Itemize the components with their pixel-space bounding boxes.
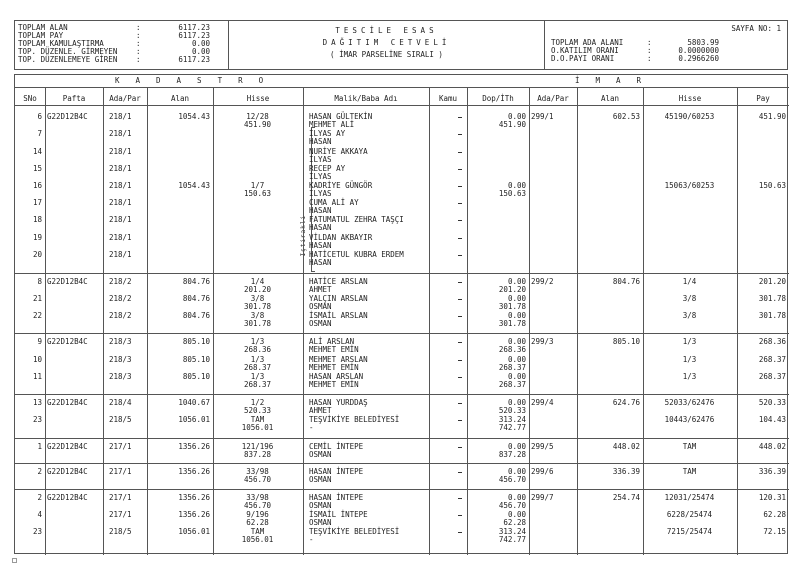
right-total-sep: : — [647, 38, 652, 47]
row-kamu-dash — [458, 220, 462, 221]
row-kamu-dash — [458, 420, 462, 421]
row-ada-par: 218/1 — [109, 129, 132, 138]
row-sno: 8 — [37, 277, 42, 286]
total-label: TOPLAM KAMULAŞTIRMA — [18, 39, 104, 48]
row-alan: 805.10 — [182, 337, 210, 346]
row-malik: HASAN YURDDAŞ AHMET — [309, 398, 368, 416]
corner-marker — [12, 558, 17, 563]
column-header: Pafta — [62, 94, 86, 103]
row-sno: 10 — [32, 355, 42, 364]
row-malik: İSMAİL İNTEPE OSMAN — [309, 510, 368, 528]
total-label: TOPLAM ALAN — [18, 23, 68, 32]
row-dop-ith: 313.24 742.77 — [498, 415, 526, 433]
row-malik: ALİ ARSLAN MEHMET EMİN — [309, 337, 359, 355]
row-imar-alan: 805.10 — [612, 337, 640, 346]
total-value: 0.00 — [191, 47, 210, 56]
row-hisse: 3/8 301.78 — [243, 294, 272, 312]
row-hisse: 1/3 268.37 — [243, 372, 272, 390]
row-ada-par: 218/3 — [109, 337, 132, 346]
row-hisse: 1/3 268.36 — [243, 337, 272, 355]
row-ada-par: 218/1 — [109, 198, 132, 207]
row-kamu-dash — [458, 472, 462, 473]
row-malik: CUMA ALİ AY HASAN — [309, 198, 359, 216]
row-ada-par: 218/1 — [109, 250, 132, 259]
row-alan: 1040.67 — [178, 398, 210, 407]
row-alan: 1054.43 — [178, 181, 210, 190]
total-sep: : — [136, 23, 141, 32]
header-totals — [15, 21, 229, 69]
row-pay: 301.78 — [758, 294, 786, 303]
right-total-label: TOPLAM ADA ALANI — [551, 38, 624, 47]
row-sno: 21 — [32, 294, 42, 303]
column-header: Alan — [600, 94, 620, 103]
total-value: 6117.23 — [178, 31, 210, 40]
row-imar-ada-par: 299/1 — [531, 112, 554, 121]
right-total-sep: : — [647, 46, 652, 55]
row-alan: 1054.43 — [178, 112, 210, 121]
total-sep: : — [136, 47, 141, 56]
row-ada-par: 218/5 — [109, 415, 132, 424]
right-total-value: 0.0000000 — [678, 46, 719, 55]
right-totals — [551, 39, 781, 63]
total-sep: : — [136, 39, 141, 48]
row-sno: 20 — [32, 250, 42, 259]
row-ada-par: 218/3 — [109, 372, 132, 381]
row-malik: MEHMET ARSLAN MEHMET EMİN — [309, 355, 368, 373]
row-sno: 13 — [32, 398, 42, 407]
column-line — [467, 87, 468, 555]
row-hisse: TAM 1056.01 — [241, 415, 274, 433]
document-header — [14, 20, 788, 70]
row-pafta: G22D12B4C — [47, 467, 88, 476]
row-kamu-dash — [458, 152, 462, 153]
column-line — [529, 87, 530, 555]
total-label: TOP. DÜZENLE. GİRMEYEN — [18, 47, 118, 56]
row-ada-par: 217/1 — [109, 467, 132, 476]
row-pay: 62.28 — [763, 510, 786, 519]
column-line — [737, 87, 738, 555]
column-line — [45, 87, 46, 555]
row-pay: 201.20 — [758, 277, 786, 286]
row-ada-par: 218/1 — [109, 181, 132, 190]
row-malik: İLYAS AY HASAN — [309, 129, 346, 147]
row-hisse: TAM 1056.01 — [241, 527, 274, 545]
group-line — [15, 273, 789, 274]
row-alan: 804.76 — [182, 294, 210, 303]
header-right-block — [545, 21, 787, 69]
row-alan: 805.10 — [182, 355, 210, 364]
row-malik: TEŞVİKİYE BELEDİYESİ - — [309, 415, 400, 433]
row-pay: 268.36 — [758, 337, 786, 346]
row-hisse: 121/196 837.28 — [241, 442, 274, 460]
row-ada-par: 218/3 — [109, 355, 132, 364]
row-alan: 804.76 — [182, 311, 210, 320]
distribution-table — [14, 74, 788, 554]
row-malik: FATUMATUL ZEHRA TAŞÇI HASAN — [309, 215, 404, 233]
row-sno: 23 — [32, 527, 42, 536]
column-line — [577, 87, 578, 555]
row-ada-par: 218/1 — [109, 164, 132, 173]
row-malik: RECEP AY İLYAS — [309, 164, 346, 182]
row-kamu-dash — [458, 117, 462, 118]
row-dop-ith: 0.00 268.37 — [498, 355, 526, 373]
row-imar-ada-par: 299/7 — [531, 493, 554, 502]
row-ada-par: 218/5 — [109, 527, 132, 536]
right-total-label: D.O.PAYI ORANI — [551, 54, 615, 63]
row-alan: 1056.01 — [178, 415, 210, 424]
row-sno: 15 — [32, 164, 42, 173]
right-total-row — [551, 55, 781, 63]
right-total-value: 5803.99 — [687, 38, 719, 47]
row-ada-par: 218/1 — [109, 215, 132, 224]
right-total-label: O.KATILIM ORANI — [551, 46, 619, 55]
row-pafta: G22D12B4C — [47, 277, 88, 286]
row-ada-par: 217/1 — [109, 442, 132, 451]
total-sep: : — [136, 31, 141, 40]
section-kadastro: KADASTRO — [115, 76, 280, 85]
section-imar: İMAR — [575, 76, 658, 85]
title-line-3: ( İMAR PARSELİNE SIRALI ) — [330, 50, 443, 59]
row-malik: VİLDAN AKBAYIR HASAN — [309, 233, 373, 251]
row-malik: HASAN GÜLTEKİN MEHMET ALİ — [309, 112, 373, 130]
row-malik: HASAN İNTEPE OSMAN — [309, 467, 364, 485]
column-line — [103, 87, 104, 555]
total-value: 0.00 — [191, 39, 210, 48]
row-pay: 150.63 — [758, 181, 786, 190]
column-header: Hisse — [678, 94, 702, 103]
row-sno: 23 — [32, 415, 42, 424]
row-kamu-dash — [458, 186, 462, 187]
column-header: Ada/Par — [109, 94, 141, 103]
row-kamu-dash — [458, 255, 462, 256]
row-dop-ith: 313.24 742.77 — [498, 527, 526, 545]
row-alan: 805.10 — [182, 372, 210, 381]
row-pay: 451.90 — [758, 112, 786, 121]
row-pay: 301.78 — [758, 311, 786, 320]
row-ada-par: 218/2 — [109, 311, 132, 320]
header-line — [15, 105, 789, 106]
row-hisse: 9/196 62.28 — [246, 510, 269, 528]
row-ada-par: 218/2 — [109, 294, 132, 303]
row-pay: 104.43 — [758, 415, 786, 424]
row-pay: 268.37 — [758, 372, 786, 381]
row-dop-ith: 0.00 451.90 — [498, 112, 526, 130]
row-dop-ith: 0.00 301.78 — [498, 311, 526, 329]
row-malik: NURİYE AKKAYA İLYAS — [309, 147, 368, 165]
total-row — [18, 56, 225, 64]
total-label: TOP. DÜZENLEMEYE GİREN — [18, 55, 118, 64]
row-kamu-dash — [458, 134, 462, 135]
row-dop-ith: 0.00 301.78 — [498, 294, 526, 312]
row-dop-ith: 0.00 268.36 — [498, 337, 526, 355]
row-imar-hisse: TAM — [682, 442, 697, 451]
column-line — [213, 87, 214, 555]
row-kamu-dash — [458, 403, 462, 404]
row-imar-hisse: 7215/25474 — [666, 527, 713, 536]
group-line — [15, 438, 789, 439]
row-pay: 268.37 — [758, 355, 786, 364]
row-kamu-dash — [458, 498, 462, 499]
row-imar-ada-par: 299/5 — [531, 442, 554, 451]
row-sno: 7 — [37, 129, 42, 138]
row-kamu-dash — [458, 360, 462, 361]
row-imar-alan: 624.76 — [612, 398, 640, 407]
row-imar-hisse: 3/8 — [682, 311, 697, 320]
row-hisse: 1/2 520.33 — [243, 398, 272, 416]
group-line — [15, 463, 789, 464]
row-kamu-dash — [458, 316, 462, 317]
column-header: Dop/İTh — [482, 94, 514, 103]
row-sno: 1 — [37, 442, 42, 451]
row-pafta: G22D12B4C — [47, 337, 88, 346]
row-hisse: 33/98 456.70 — [243, 467, 272, 485]
row-dop-ith: 0.00 456.70 — [498, 493, 526, 511]
row-hisse: 3/8 301.78 — [243, 311, 272, 329]
row-imar-hisse: 12031/25474 — [664, 493, 715, 502]
row-pay: 120.31 — [758, 493, 786, 502]
column-line — [147, 87, 148, 555]
title-line-1: TESCİLE ESAS — [335, 26, 438, 35]
total-sep: : — [136, 55, 141, 64]
row-kamu-dash — [458, 447, 462, 448]
row-alan: 1356.26 — [178, 442, 210, 451]
row-sno: 17 — [32, 198, 42, 207]
total-value: 6117.23 — [178, 55, 210, 64]
row-pay: 336.39 — [758, 467, 786, 476]
row-malik: KADRİYE GÜNGÖR İLYAS — [309, 181, 373, 199]
row-kamu-dash — [458, 169, 462, 170]
row-malik: HASAN ARSLAN MEHMET EMİN — [309, 372, 364, 390]
row-imar-hisse: 1/3 — [682, 372, 697, 381]
row-alan: 1356.26 — [178, 510, 210, 519]
column-line — [303, 87, 304, 555]
row-malik: TEŞVİKİYE BELEDİYESİ - — [309, 527, 400, 545]
total-label: TOPLAM PAY — [18, 31, 64, 40]
row-kamu-dash — [458, 282, 462, 283]
row-alan: 1356.26 — [178, 493, 210, 502]
row-pafta: G22D12B4C — [47, 398, 88, 407]
row-sno: 11 — [32, 372, 42, 381]
right-total-sep: : — [647, 54, 652, 63]
group-line — [15, 489, 789, 490]
row-imar-hisse: 45190/60253 — [664, 112, 715, 121]
row-sno: 16 — [32, 181, 42, 190]
row-pay: 72.15 — [763, 527, 786, 536]
row-imar-alan: 336.39 — [612, 467, 640, 476]
column-header: Hisse — [246, 94, 270, 103]
row-hisse: 12/28 451.90 — [243, 112, 272, 130]
row-imar-ada-par: 299/4 — [531, 398, 554, 407]
row-dop-ith: 0.00 268.37 — [498, 372, 526, 390]
row-dop-ith: 0.00 62.28 — [503, 510, 526, 528]
row-malik: HATİCE ARSLAN AHMET — [309, 277, 368, 295]
row-imar-ada-par: 299/2 — [531, 277, 554, 286]
row-hisse: 1/4 201.20 — [243, 277, 272, 295]
row-pafta: G22D12B4C — [47, 112, 88, 121]
row-dop-ith: 0.00 456.70 — [498, 467, 526, 485]
row-malik: CEMİL İNTEPE OSMAN — [309, 442, 364, 460]
row-pafta: G22D12B4C — [47, 493, 88, 502]
column-header: Malik/Baba Adı — [334, 94, 398, 103]
row-imar-hisse: 1/3 — [682, 337, 697, 346]
row-pay: 448.02 — [758, 442, 786, 451]
row-sno: 2 — [37, 467, 42, 476]
row-sno: 22 — [32, 311, 42, 320]
row-ada-par: 218/4 — [109, 398, 132, 407]
row-kamu-dash — [458, 299, 462, 300]
row-dop-ith: 0.00 520.33 — [498, 398, 526, 416]
row-sno: 9 — [37, 337, 42, 346]
row-alan: 1356.26 — [178, 467, 210, 476]
bracket-bottom — [311, 271, 315, 272]
row-imar-alan: 804.76 — [612, 277, 640, 286]
row-pay: 520.33 — [758, 398, 786, 407]
row-imar-ada-par: 299/3 — [531, 337, 554, 346]
row-malik: HASAN İNTEPE OSMAN — [309, 493, 364, 511]
row-imar-alan: 602.53 — [612, 112, 640, 121]
row-ada-par: 217/1 — [109, 510, 132, 519]
section-line — [15, 87, 789, 88]
row-sno: 2 — [37, 493, 42, 502]
row-imar-hisse: 6228/25474 — [666, 510, 713, 519]
row-malik: YALÇIN ARSLAN OSMAN — [309, 294, 368, 312]
page-number: SAYFA NO: 1 — [731, 24, 781, 33]
row-imar-hisse: 1/4 — [682, 277, 697, 286]
row-hisse: 1/3 268.37 — [243, 355, 272, 373]
row-imar-hisse: 10443/62476 — [664, 415, 715, 424]
right-total-value: 0.2966260 — [678, 54, 719, 63]
row-imar-hisse: 15063/60253 — [664, 181, 715, 190]
column-line — [643, 87, 644, 555]
row-kamu-dash — [458, 238, 462, 239]
row-dop-ith: 0.00 150.63 — [498, 181, 526, 199]
row-kamu-dash — [458, 532, 462, 533]
column-header: Pay — [756, 94, 770, 103]
row-hisse: 33/98 456.70 — [243, 493, 272, 511]
row-sno: 18 — [32, 215, 42, 224]
total-value: 6117.23 — [178, 23, 210, 32]
column-header: SNo — [23, 94, 37, 103]
group-line — [15, 394, 789, 395]
column-header: Kamu — [438, 94, 458, 103]
row-kamu-dash — [458, 203, 462, 204]
row-ada-par: 218/1 — [109, 233, 132, 242]
row-dop-ith: 0.00 201.20 — [498, 277, 526, 295]
row-imar-hisse: 52033/62476 — [664, 398, 715, 407]
row-hisse: 1/7 150.63 — [243, 181, 272, 199]
row-imar-alan: 448.02 — [612, 442, 640, 451]
row-ada-par: 218/2 — [109, 277, 132, 286]
header-title-block — [229, 21, 545, 69]
row-malik: İSMAİL ARSLAN OSMAN — [309, 311, 368, 329]
row-ada-par: 217/1 — [109, 493, 132, 502]
row-imar-ada-par: 299/6 — [531, 467, 554, 476]
row-kamu-dash — [458, 515, 462, 516]
row-sno: 19 — [32, 233, 42, 242]
row-malik: HATİCETUL KUBRA ERDEM HASAN — [309, 250, 404, 268]
row-kamu-dash — [458, 377, 462, 378]
row-imar-alan: 254.74 — [612, 493, 640, 502]
column-header: Alan — [170, 94, 190, 103]
row-ada-par: 218/1 — [109, 147, 132, 156]
title-line-2: DAĞITIM CETVELİ — [322, 38, 451, 47]
row-alan: 1056.01 — [178, 527, 210, 536]
column-line — [429, 87, 430, 555]
row-ada-par: 218/1 — [109, 112, 132, 121]
column-header: Ada/Par — [537, 94, 569, 103]
group-line — [15, 333, 789, 334]
row-alan: 804.76 — [182, 277, 210, 286]
row-kamu-dash — [458, 342, 462, 343]
row-sno: 4 — [37, 510, 42, 519]
row-sno: 14 — [32, 147, 42, 156]
row-imar-hisse: 3/8 — [682, 294, 697, 303]
row-sno: 6 — [37, 112, 42, 121]
row-imar-hisse: TAM — [682, 467, 697, 476]
row-dop-ith: 0.00 837.28 — [498, 442, 526, 460]
row-imar-hisse: 1/3 — [682, 355, 697, 364]
row-pafta: G22D12B4C — [47, 442, 88, 451]
